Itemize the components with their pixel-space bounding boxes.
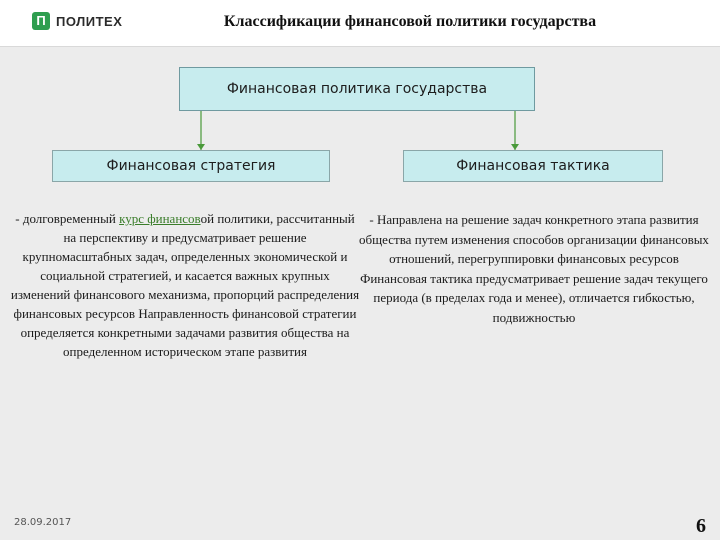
slide-date: 28.09.2017 (14, 517, 72, 528)
strategy-node: Финансовая стратегия (52, 150, 330, 182)
slide-header (0, 0, 720, 47)
tactics-description: - Направлена на решение задач конкретного этапа развития общества путем изменения способов организации финансовых отношений, перегруппировки финансовых ресурсов Финансовая тактика предусматривает решение задач текущего периода (в пределах года и менее), отличается гибкостью, подвижностью (359, 212, 709, 325)
finance-course-link[interactable]: курс финансов (119, 211, 201, 226)
slide-title: Классификации финансовой политики государства (223, 13, 597, 30)
logo-text: ПОЛИТЕХ (56, 13, 123, 29)
slide-content (0, 47, 720, 540)
politech-logo (32, 12, 122, 30)
strategy-text-rest: ой политики, рассчитанный на перспективу и предусматривает решение крупномасштабных задач, определенных экономической и социальной стратегией, и касается важных крупных изменений финансового механизма, пропорций распределения финансовых ресурсов Направленность финансовой стратегии определяется конкретными задачами развития общества на определенном историческом этапе развития (10, 211, 360, 359)
root-node: Финансовая политика государства (179, 67, 535, 111)
tactics-node: Финансовая тактика (403, 150, 663, 182)
strategy-text-start: - долговременный (15, 211, 120, 226)
strategy-description (10, 209, 360, 361)
logo-mark-icon: П (32, 12, 50, 30)
page-number: 6 (696, 515, 706, 537)
